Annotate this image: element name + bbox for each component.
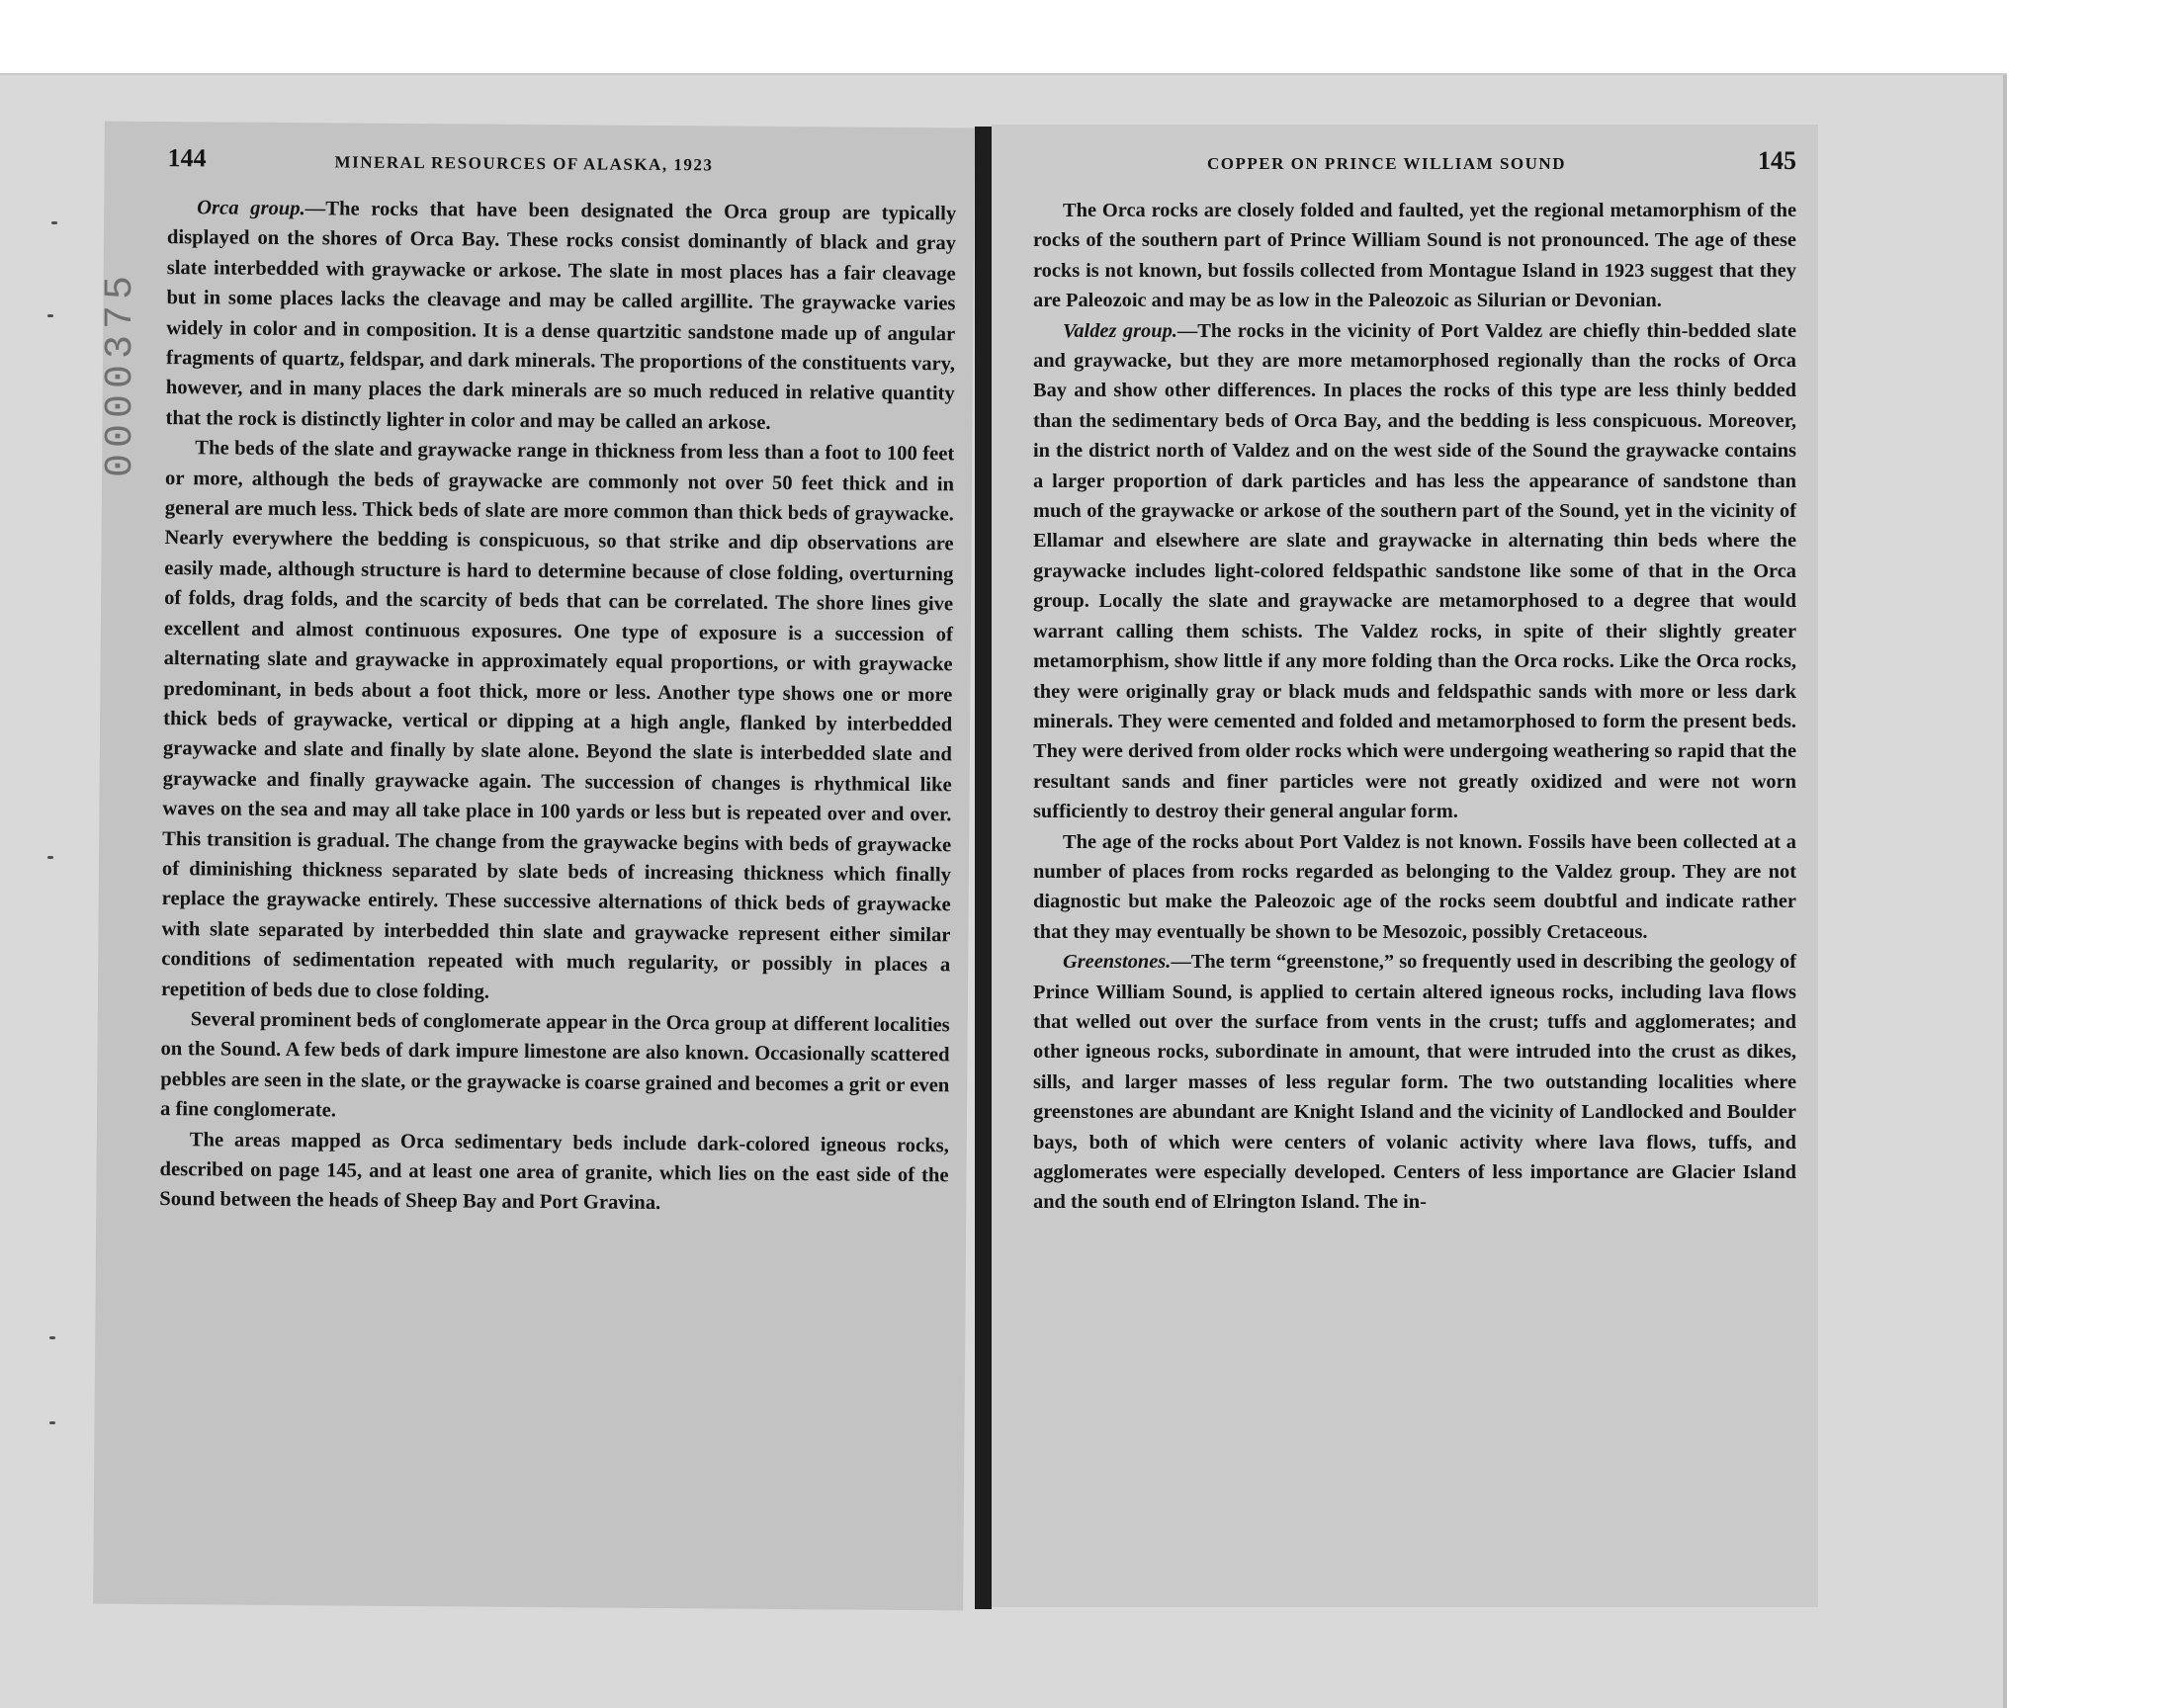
- paragraph-text: —The rocks that have been designated the Orca group are typically displayed on the shores of Orca Bay. These rocks consist dominantly of black and gray slate interbedded with graywacke or arkose. The slate in most places has a fair cleavage but in some places lacks the cleavage and may be called argillite. The graywacke varies widely in color and in composition. It is a dense quartzitic sandstone made up of angular fragments of quartz, feldspar, and dark minerals. The proportions of the constituents vary, however, and in many places the dark minerals are so much reduced in relative quantity that the rock is distinctly lighter in color and may be called an arkose.: [165, 198, 957, 434]
- margin-speck: [47, 856, 53, 859]
- left-running-title: MINERAL RESOURCES OF ALASKA, 1923: [334, 152, 714, 175]
- paragraph: [1033, 316, 1796, 827]
- left-page-number: 144: [167, 143, 207, 173]
- right-page-number: 145: [1758, 146, 1796, 175]
- paragraph-text: —The rocks in the vicinity of Port Valdez are chiefly thin-bedded slate and graywacke, but they are more metamorphosed regionally than the rocks of Orca Bay and show other differences. In places the rocks of this type are less thinly bedded than the sedimentary beds of Orca Bay, and the bedding is less conspicuous. Moreover, in the district north of Valdez and on the west side of the Sound the graywacke contains a larger proportion of dark particles and has less the appearance of sandstone than much of the graywacke or arkose of the southern part of the Sound, yet in the vicinity of Ellamar and elsewhere are slate and graywacke in alternating thin beds where the graywacke includes light-colored feldspathic sandstone like some of that in the Orca group. Locally the slate and graywacke are metamorphosed to a degree that would warrant calling them schists. The Valdez rocks, in spite of their slightly greater metamorphism, show little if any more folding than the Orca rocks. Like the Orca rocks, they were originally gray or black muds and feldspathic sands with more or less dark minerals. They were cemented and folded and metamorphosed to form the present beds. They were derived from older rocks which were undergoing weathering so rapid that the resultant sands and finer particles were not greatly oxidized and were not worn sufficiently to destroy their general angular form.: [1033, 319, 1796, 823]
- right-running-head: [1033, 146, 1796, 176]
- paragraph-text: The Orca rocks are closely folded and faulted, yet the regional metamorphism of the rocks of the southern part of Prince William Sound is not pronounced. The age of these rocks is not known, but fossils collected from Montague Island in 1923 suggest that they are Paleozoic and may be as low in the Paleozoic as Silurian or Devonian.: [1033, 200, 1796, 312]
- margin-speck: [47, 314, 53, 317]
- left-page: [93, 122, 975, 1611]
- sheet-edge: [2003, 75, 2007, 1708]
- paragraph-text: The areas mapped as Orca sedimentary beds include dark-colored igneous rocks, described on page 145, and at least one area of granite, which lies on the east side of the Sound between the heads of Sheep Bay and Port Gravina.: [159, 1128, 949, 1215]
- paragraph: [161, 433, 955, 1010]
- margin-speck: [49, 1421, 55, 1424]
- paragraph: [1033, 196, 1796, 316]
- archive-number-stamp: 0000375: [99, 269, 143, 478]
- paragraph-lead: Greenstones.: [1063, 951, 1172, 974]
- paragraph: [1033, 827, 1796, 948]
- paragraph: [1033, 947, 1796, 1218]
- paragraph-text: —The term “greenstone,” so frequently used in describing the geology of Prince William Sound, is applied to certain altered igneous rocks, including lava flows that welled out over the surface from vents in the crust; tuffs and agglomerates; and other igneous rocks, subordinate in amount, that were intruded into the crust as dikes, sills, and larger masses of less regular form. The two outstanding localities where greenstones are abundant are Knight Island and the vicinity of Landlocked and Boulder bays, both of which were centers of volanic activity where lava flows, tuffs, and agglomerates were especially developed. Centers of less importance are Glacier Island and the south end of Elrington Island. The in-: [1033, 951, 1796, 1214]
- left-running-head: [167, 143, 956, 179]
- paragraph-lead: Valdez group.: [1063, 319, 1177, 342]
- book-gutter: [975, 127, 992, 1609]
- paragraph: [160, 1004, 950, 1131]
- margin-speck: [49, 1336, 55, 1339]
- right-page: [992, 125, 1818, 1607]
- margin-speck: [51, 221, 57, 224]
- paragraph-text: Several prominent beds of conglomerate appear in the Orca group at different localities on the Sound. A few beds of dark impure limestone are also known. Occasionally scattered pebbles are seen in the slate, or the graywacke is coarse grained and becomes a grit or even a fine conglomerate.: [159, 1008, 950, 1122]
- paragraph-text: The beds of the slate and graywacke range in thickness from less than a foot to 100 feet or more, although the beds of graywacke are commonly not over 50 feet thick and in general are much less. Thick beds of slate are more common than thick beds of graywacke. Nearly everywhere the bedding is conspicuous, so that strike and dip observations are easily made, although structure is hard to determine because of close folding, overturning of folds, drag folds, and the scarcity of beds that can be correlated. The shore lines give excellent and almost continuous exposures. One type of exposure is a succession of alternating slate and graywacke in approximately equal proportions, or with graywacke predominant, in beds about a foot thick, more or less. Another type shows one or more thick beds of graywacke, vertical or dipping at a high angle, flanked by interbedded graywacke and slate and finally by slate alone. Beyond the slate is interbedded slate and graywacke and finally graywacke again. The succession of changes is rhythmical like waves on the sea and may all take place in 100 yards or less but is repeated over and over. This transition is gradual. The change from the graywacke begins with beds of graywacke of diminishing thickness separated by slate beds of increasing thickness which finally replace the graywacke entirely. These successive alternations of thick beds of graywacke with slate separated by interbedded thin slate and graywacke represent either similar conditions of sedimentation repeated with much regularity, or possibly in places a repetition of beds due to close folding.: [160, 437, 955, 1003]
- paragraph: [159, 1125, 949, 1221]
- paragraph-text: The age of the rocks about Port Valdez is not known. Fossils have been collected at a number of places from rocks regarded as belonging to the Valdez group. They are not diagnostic but make the Paleozoic age of the rocks seem doubtful and indicate rather that they may eventually be shown to be Mesozoic, possibly Cretaceous.: [1033, 830, 1796, 943]
- paragraph: [165, 193, 956, 440]
- right-running-title: COPPER ON PRINCE WILLIAM SOUND: [1207, 154, 1566, 173]
- paragraph-lead: Orca group.: [197, 197, 305, 220]
